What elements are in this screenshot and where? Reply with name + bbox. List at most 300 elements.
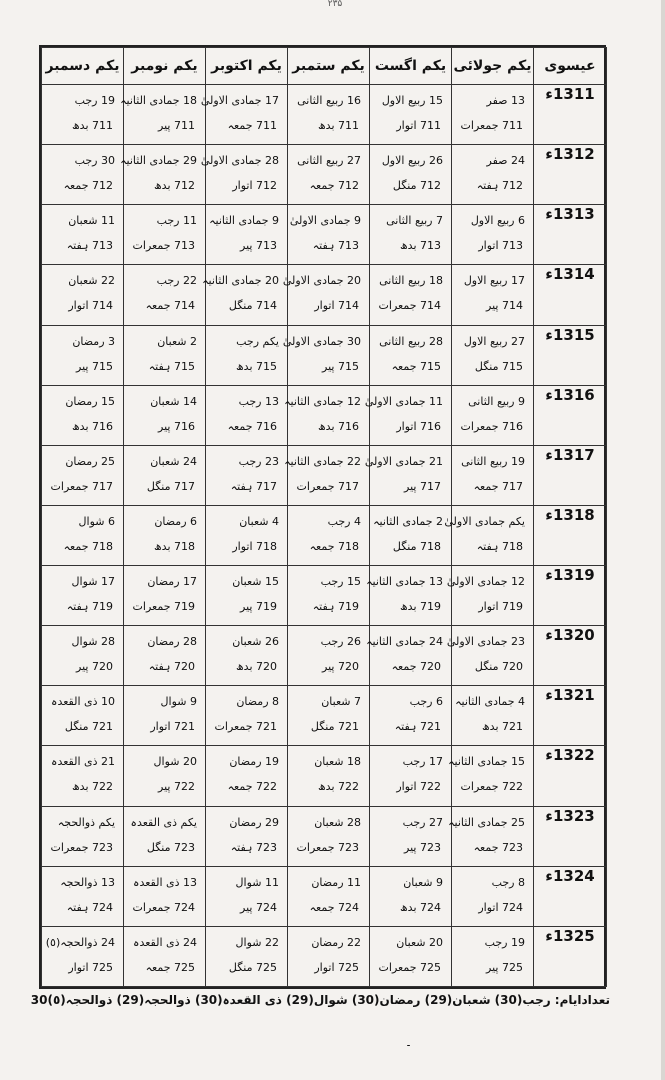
fasli-year-weekday: 715 پیر bbox=[76, 359, 113, 373]
hijri-date: 18 ربیع الثانی bbox=[379, 274, 443, 288]
date-cell-content bbox=[120, 85, 205, 144]
table-row bbox=[42, 325, 607, 385]
date-cell-content bbox=[370, 807, 451, 866]
date-cell-august bbox=[366, 566, 452, 626]
date-cell-content bbox=[124, 265, 205, 324]
hijri-date: 8 رمضان bbox=[236, 695, 279, 709]
fasli-year-weekday: 717 جمعرات bbox=[296, 479, 359, 493]
hijri-date: 21 جمادی الاولیٰ bbox=[364, 454, 443, 468]
date-cell-july bbox=[452, 866, 534, 926]
year-cell: 1311ء bbox=[534, 85, 607, 145]
date-cell-content bbox=[42, 566, 123, 625]
date-cell-september bbox=[288, 145, 370, 205]
date-cell-content bbox=[42, 85, 123, 144]
date-cell-december bbox=[42, 626, 124, 686]
table-row bbox=[42, 205, 607, 265]
date-cell-content bbox=[364, 446, 451, 505]
hijri-date: 21 ذی القعدہ bbox=[51, 755, 115, 769]
date-cell-october bbox=[200, 85, 288, 145]
date-cell-content bbox=[364, 386, 451, 445]
fasli-year-weekday: 724 ہفتہ bbox=[66, 900, 113, 914]
year-cell: 1318ء bbox=[534, 505, 607, 565]
hijri-date: 22 جمادی الثانیہ bbox=[284, 454, 361, 468]
fasli-year-weekday: 717 پیر bbox=[404, 479, 441, 493]
fasli-year-weekday: 723 پیر bbox=[404, 840, 441, 854]
date-cell-september bbox=[282, 325, 370, 385]
fasli-year-weekday: 720 جمعہ bbox=[391, 660, 441, 674]
hijri-date: 27 رجب bbox=[402, 815, 443, 829]
hijri-date: یکم رجب bbox=[236, 334, 279, 348]
fasli-year-weekday: 715 پیر bbox=[322, 359, 359, 373]
date-cell-content bbox=[42, 145, 123, 204]
date-cell-content bbox=[200, 85, 287, 144]
date-cell-september bbox=[288, 686, 370, 746]
date-cell-content bbox=[288, 867, 369, 926]
hijri-date: 4 جمادی الثانیہ bbox=[455, 695, 525, 709]
date-cell-content bbox=[206, 446, 287, 505]
date-cell-content bbox=[42, 506, 123, 565]
date-cell-october bbox=[206, 325, 288, 385]
hijri-date: 11 شوال bbox=[235, 875, 279, 889]
column-header-august: یکم اگست bbox=[370, 48, 452, 85]
hijri-date: 6 شوال bbox=[78, 514, 115, 528]
table-row bbox=[42, 746, 607, 806]
date-cell-content bbox=[206, 386, 287, 445]
date-cell-content bbox=[42, 867, 123, 926]
page-binding-edge bbox=[661, 0, 665, 1080]
date-cell-content bbox=[370, 145, 451, 204]
hijri-date: 19 ربیع الثانی bbox=[461, 454, 525, 468]
hijri-date: 18 جمادی الثانیہ bbox=[120, 94, 197, 107]
date-cell-content bbox=[206, 205, 287, 264]
date-cell-october bbox=[202, 265, 288, 325]
fasli-year-weekday: 714 جمعرات bbox=[378, 299, 441, 313]
year-cell: 1319ء bbox=[534, 566, 607, 626]
date-cell-november bbox=[124, 926, 206, 986]
hijri-date: 11 شعبان bbox=[68, 214, 115, 228]
date-cell-december bbox=[42, 265, 124, 325]
fasli-year-weekday: 725 منگل bbox=[228, 960, 277, 974]
year-cell: 1322ء bbox=[534, 746, 607, 806]
date-cell-september bbox=[288, 205, 370, 265]
date-cell-august bbox=[370, 746, 452, 806]
date-cell-content bbox=[370, 205, 451, 264]
date-cell-content bbox=[282, 326, 369, 385]
fasli-year-weekday: 724 بدھ bbox=[399, 900, 441, 914]
page-number-mark: ۲۳۵ bbox=[327, 0, 343, 9]
fasli-year-weekday: 711 پیر bbox=[158, 119, 195, 132]
date-cell-content bbox=[124, 927, 205, 986]
hijri-date: 17 رمضان bbox=[147, 575, 197, 588]
hijri-date: 17 شوال bbox=[71, 575, 115, 588]
hijri-date: 6 ربیع الاول bbox=[470, 214, 525, 228]
date-cell-september bbox=[288, 746, 370, 806]
table-row bbox=[42, 866, 607, 926]
date-cell-content bbox=[206, 746, 287, 805]
fasli-year-weekday: 722 جمعہ bbox=[227, 780, 277, 794]
date-cell-content bbox=[42, 205, 123, 264]
column-header-november: یکم نومبر bbox=[124, 48, 206, 85]
date-cell-december bbox=[42, 866, 124, 926]
fasli-year-weekday: 721 منگل bbox=[310, 720, 359, 734]
hijri-date: 24 جمادی الثانیہ bbox=[366, 635, 443, 649]
date-cell-september bbox=[288, 85, 370, 145]
date-cell-december bbox=[42, 686, 124, 746]
hijri-date: 13 ذوالحجہ bbox=[60, 875, 115, 889]
date-cell-september bbox=[284, 385, 370, 445]
fasli-year-weekday: 722 اتوار bbox=[396, 780, 441, 794]
fasli-year-weekday: 712 اتوار bbox=[232, 179, 277, 193]
fasli-year-weekday: 724 جمعرات bbox=[132, 900, 195, 914]
date-cell-august bbox=[364, 445, 452, 505]
date-cell-content bbox=[202, 265, 287, 324]
date-cell-content bbox=[452, 326, 533, 385]
date-cell-content bbox=[288, 205, 369, 264]
hijri-date: یکم ذی القعدہ bbox=[130, 815, 197, 829]
date-cell-august bbox=[370, 806, 452, 866]
date-cell-december bbox=[42, 325, 124, 385]
hijri-date: 9 جمادی الثانیہ bbox=[209, 214, 279, 228]
year-cell: 1323ء bbox=[534, 806, 607, 866]
date-cell-july bbox=[452, 926, 534, 986]
date-cell-october bbox=[206, 806, 288, 866]
date-cell-july bbox=[446, 626, 534, 686]
date-cell-october bbox=[206, 385, 288, 445]
date-cell-november bbox=[124, 806, 206, 866]
fasli-year-weekday: 719 ہفتہ bbox=[66, 600, 113, 613]
fasli-year-weekday: 715 منگل bbox=[474, 359, 523, 373]
fasli-year-weekday: 711 بدھ bbox=[317, 119, 359, 132]
hijri-date: 28 شوال bbox=[71, 635, 115, 649]
fasli-year-weekday: 725 جمعرات bbox=[378, 960, 441, 974]
date-cell-november bbox=[124, 445, 206, 505]
hijri-date: 16 ربیع الثانی bbox=[297, 94, 361, 107]
date-cell-content bbox=[288, 85, 369, 144]
date-cell-content bbox=[206, 626, 287, 685]
fasli-year-weekday: 725 جمعہ bbox=[145, 960, 195, 974]
date-cell-august bbox=[370, 325, 452, 385]
fasli-year-weekday: 719 اتوار bbox=[478, 600, 523, 613]
year-cell: 1324ء bbox=[534, 866, 607, 926]
date-cell-content bbox=[284, 386, 369, 445]
table-row bbox=[42, 566, 607, 626]
fasli-year-weekday: 712 جمعہ bbox=[63, 179, 113, 193]
fasli-year-weekday: 719 بدھ bbox=[399, 600, 441, 613]
hijri-date: 22 رمضان bbox=[311, 935, 361, 949]
fasli-year-weekday: 711 جمعہ bbox=[227, 119, 277, 132]
date-cell-july bbox=[452, 325, 534, 385]
fasli-year-weekday: 720 پیر bbox=[322, 660, 359, 674]
fasli-year-weekday: 720 ہفتہ bbox=[148, 660, 195, 674]
hijri-date: 13 ذی القعدہ bbox=[133, 875, 197, 889]
date-cell-content bbox=[452, 145, 533, 204]
fasli-year-weekday: 715 جمعہ bbox=[391, 359, 441, 373]
fasli-year-weekday: 718 منگل bbox=[392, 539, 441, 553]
date-cell-august bbox=[370, 85, 452, 145]
date-cell-august bbox=[366, 626, 452, 686]
hijri-date: 15 رمضان bbox=[65, 394, 115, 408]
column-header-year: عیسوی bbox=[534, 48, 607, 85]
fasli-year-weekday: 724 اتوار bbox=[478, 900, 523, 914]
days-count-footer: تعدادایام: رجب(30) شعبان(29) رمضان(30) شوال(29) ذی القعدہ(30) ذوالحجہ(29) ذوالحجہ(٥)30 bbox=[30, 993, 610, 1007]
fasli-year-weekday: 712 منگل bbox=[392, 179, 441, 193]
date-cell-july bbox=[448, 806, 534, 866]
fasli-year-weekday: 720 منگل bbox=[474, 660, 523, 674]
date-cell-content bbox=[366, 626, 451, 685]
fasli-year-weekday: 717 منگل bbox=[146, 479, 195, 493]
date-cell-november bbox=[120, 85, 206, 145]
hijri-date: 11 جمادی الاولیٰ bbox=[364, 394, 443, 408]
fasli-year-weekday: 722 بدھ bbox=[71, 780, 113, 794]
date-cell-september bbox=[288, 926, 370, 986]
fasli-year-weekday: 721 بدھ bbox=[481, 720, 523, 734]
fasli-year-weekday: 718 اتوار bbox=[232, 539, 277, 553]
year-cell: 1320ء bbox=[534, 626, 607, 686]
date-cell-content bbox=[370, 326, 451, 385]
date-cell-content bbox=[282, 265, 369, 324]
fasli-year-weekday: 717 ہفتہ bbox=[230, 479, 277, 493]
table-row bbox=[42, 85, 607, 145]
date-cell-august bbox=[370, 505, 452, 565]
date-cell-content bbox=[206, 867, 287, 926]
fasli-year-weekday: 723 منگل bbox=[146, 840, 195, 854]
bottom-mark: ۔ bbox=[405, 1035, 413, 1049]
date-cell-august bbox=[370, 145, 452, 205]
date-cell-content bbox=[288, 686, 369, 745]
date-cell-content bbox=[370, 927, 451, 986]
date-cell-december bbox=[42, 85, 124, 145]
date-cell-content bbox=[42, 446, 123, 505]
date-cell-august bbox=[370, 686, 452, 746]
fasli-year-weekday: 714 پیر bbox=[486, 299, 523, 313]
date-cell-content bbox=[42, 686, 123, 745]
fasli-year-weekday: 716 بدھ bbox=[71, 419, 113, 433]
date-cell-content bbox=[370, 867, 451, 926]
hijri-date: 6 رمضان bbox=[154, 514, 197, 528]
fasli-year-weekday: 723 جمعرات bbox=[296, 840, 359, 854]
header-row bbox=[42, 48, 607, 85]
fasli-year-weekday: 716 بدھ bbox=[317, 419, 359, 433]
fasli-year-weekday: 715 ہفتہ bbox=[148, 359, 195, 373]
hijri-date: 27 ربیع الاول bbox=[463, 334, 525, 348]
fasli-year-weekday: 723 جمعرات bbox=[50, 840, 113, 854]
fasli-year-weekday: 720 پیر bbox=[76, 660, 113, 674]
fasli-year-weekday: 711 اتوار bbox=[396, 119, 441, 132]
fasli-year-weekday: 716 جمعہ bbox=[227, 419, 277, 433]
fasli-year-weekday: 712 ہفتہ bbox=[476, 179, 523, 193]
fasli-year-weekday: 720 بدھ bbox=[235, 660, 277, 674]
date-cell-content bbox=[124, 446, 205, 505]
fasli-year-weekday: 713 اتوار bbox=[478, 239, 523, 253]
date-cell-content bbox=[124, 386, 205, 445]
date-cell-content bbox=[206, 807, 287, 866]
date-cell-november bbox=[124, 385, 206, 445]
date-cell-content bbox=[200, 145, 287, 204]
date-cell-november bbox=[124, 626, 206, 686]
date-cell-content bbox=[124, 205, 205, 264]
hijri-date: 22 شوال bbox=[235, 935, 279, 949]
date-cell-october bbox=[206, 205, 288, 265]
date-cell-content bbox=[42, 746, 123, 805]
date-cell-content bbox=[42, 326, 123, 385]
date-cell-august bbox=[370, 265, 452, 325]
date-cell-december bbox=[42, 205, 124, 265]
hijri-date: 24 ذی القعدہ bbox=[133, 935, 197, 949]
table-row bbox=[42, 626, 607, 686]
date-cell-content bbox=[42, 927, 123, 986]
fasli-year-weekday: 723 جمعہ bbox=[473, 840, 523, 854]
fasli-year-weekday: 714 جمعہ bbox=[145, 299, 195, 313]
date-cell-july bbox=[452, 265, 534, 325]
date-cell-content bbox=[366, 566, 451, 625]
date-cell-content bbox=[370, 265, 451, 324]
fasli-year-weekday: 725 پیر bbox=[486, 960, 523, 974]
date-cell-october bbox=[206, 505, 288, 565]
date-cell-content bbox=[288, 566, 369, 625]
date-cell-december bbox=[42, 806, 124, 866]
hijri-date: 24 صفر bbox=[486, 154, 525, 168]
hijri-date: 3 رمضان bbox=[72, 334, 115, 348]
date-cell-content bbox=[42, 265, 123, 324]
date-cell-content bbox=[288, 927, 369, 986]
date-cell-october bbox=[206, 566, 288, 626]
hijri-date: 7 شعبان bbox=[321, 695, 361, 709]
date-cell-november bbox=[124, 566, 206, 626]
hijri-date: 19 رجب bbox=[74, 94, 115, 107]
hijri-date: 18 شعبان bbox=[314, 755, 361, 769]
date-cell-october bbox=[206, 746, 288, 806]
date-cell-september bbox=[288, 866, 370, 926]
fasli-year-weekday: 721 منگل bbox=[64, 720, 113, 734]
fasli-year-weekday: 712 بدھ bbox=[153, 179, 195, 193]
hijri-date: 23 جمادی الاولیٰ bbox=[446, 635, 525, 649]
date-cell-november bbox=[124, 686, 206, 746]
date-cell-content bbox=[284, 446, 369, 505]
hijri-date: 13 جمادی الثانیہ bbox=[366, 575, 443, 588]
fasli-year-weekday: 713 پیر bbox=[240, 239, 277, 253]
fasli-year-weekday: 717 جمعہ bbox=[473, 479, 523, 493]
hijri-date: 26 شعبان bbox=[232, 635, 279, 649]
date-cell-july bbox=[448, 746, 534, 806]
date-cell-november bbox=[124, 205, 206, 265]
hijri-date: 4 شعبان bbox=[239, 514, 279, 528]
date-cell-content bbox=[206, 566, 287, 625]
date-cell-content bbox=[124, 867, 205, 926]
hijri-date: 30 رجب bbox=[74, 154, 115, 168]
hijri-date: 28 رمضان bbox=[147, 635, 197, 649]
column-header-december: یکم دسمبر bbox=[42, 48, 124, 85]
date-cell-july bbox=[446, 566, 534, 626]
hijri-date: 17 رجب bbox=[402, 755, 443, 769]
hijri-date: 27 ربیع الثانی bbox=[297, 154, 361, 168]
date-cell-december bbox=[42, 566, 124, 626]
hijri-date: 7 ربیع الثانی bbox=[386, 214, 443, 228]
date-cell-december bbox=[42, 746, 124, 806]
date-cell-content bbox=[370, 506, 451, 565]
date-cell-content bbox=[452, 927, 533, 986]
date-cell-content bbox=[42, 386, 123, 445]
date-cell-august bbox=[370, 205, 452, 265]
hijri-date: 11 رمضان bbox=[311, 875, 361, 889]
date-cell-content bbox=[446, 626, 533, 685]
table-row bbox=[42, 686, 607, 746]
table-row bbox=[42, 385, 607, 445]
hijri-date: 28 شعبان bbox=[314, 815, 361, 829]
hijri-date: 12 جمادی الثانیہ bbox=[284, 394, 361, 408]
year-cell: 1315ء bbox=[534, 325, 607, 385]
date-cell-december bbox=[42, 385, 124, 445]
fasli-year-weekday: 721 جمعرات bbox=[214, 720, 277, 734]
hijri-date: 15 جمادی الثانیہ bbox=[448, 755, 525, 769]
fasli-year-weekday: 718 بدھ bbox=[153, 539, 195, 553]
date-cell-content bbox=[288, 626, 369, 685]
date-cell-content bbox=[446, 566, 533, 625]
date-cell-december bbox=[42, 445, 124, 505]
date-cell-september bbox=[288, 566, 370, 626]
hijri-date: 29 جمادی الثانیہ bbox=[120, 154, 197, 168]
date-cell-november bbox=[124, 746, 206, 806]
hijri-date: 9 شوال bbox=[160, 695, 197, 709]
hijri-date: یکم جمادی الاولیٰ bbox=[444, 514, 525, 528]
fasli-year-weekday: 713 جمعرات bbox=[132, 239, 195, 253]
date-cell-october bbox=[200, 145, 288, 205]
hijri-date: 9 ربیع الثانی bbox=[468, 394, 525, 408]
date-cell-july bbox=[452, 205, 534, 265]
fasli-year-weekday: 716 اتوار bbox=[396, 419, 441, 433]
date-cell-october bbox=[206, 926, 288, 986]
hijri-date: 6 رجب bbox=[409, 695, 443, 709]
hijri-date: 30 جمادی الاولیٰ bbox=[282, 334, 361, 348]
year-cell: 1321ء bbox=[534, 686, 607, 746]
hijri-date: 15 شعبان bbox=[232, 575, 279, 588]
date-cell-december bbox=[42, 926, 124, 986]
date-cell-november bbox=[124, 265, 206, 325]
date-cell-october bbox=[206, 866, 288, 926]
column-header-july: یکم جولائی bbox=[452, 48, 534, 85]
date-cell-content bbox=[288, 807, 369, 866]
hijri-date: 19 رمضان bbox=[229, 755, 279, 769]
date-cell-content bbox=[370, 85, 451, 144]
fasli-year-weekday: 719 پیر bbox=[240, 600, 277, 613]
fasli-year-weekday: 715 بدھ bbox=[235, 359, 277, 373]
date-cell-november bbox=[120, 145, 206, 205]
date-cell-september bbox=[288, 626, 370, 686]
calendar-table bbox=[41, 47, 607, 987]
date-cell-december bbox=[42, 145, 124, 205]
hijri-date: 25 جمادی الثانیہ bbox=[448, 815, 525, 829]
fasli-year-weekday: 722 بدھ bbox=[317, 780, 359, 794]
hijri-date: 22 رجب bbox=[156, 274, 197, 288]
hijri-date: 10 ذی القعدہ bbox=[51, 695, 115, 709]
fasli-year-weekday: 713 ہفتہ bbox=[66, 239, 113, 253]
hijri-date: 12 جمادی الاولیٰ bbox=[446, 575, 525, 588]
date-cell-content bbox=[448, 746, 533, 805]
fasli-year-weekday: 721 ہفتہ bbox=[394, 720, 441, 734]
hijri-date: 20 شعبان bbox=[396, 935, 443, 949]
date-cell-content bbox=[206, 506, 287, 565]
date-cell-content bbox=[452, 265, 533, 324]
date-cell-july bbox=[452, 385, 534, 445]
hijri-date: 4 رجب bbox=[327, 514, 361, 528]
hijri-date: 13 رجب bbox=[238, 394, 279, 408]
fasli-year-weekday: 719 جمعرات bbox=[132, 600, 195, 613]
year-cell: 1325ء bbox=[534, 926, 607, 986]
date-cell-content bbox=[452, 446, 533, 505]
hijri-date: 25 رمضان bbox=[65, 454, 115, 468]
date-cell-content bbox=[452, 686, 533, 745]
fasli-year-weekday: 712 جمعہ bbox=[309, 179, 359, 193]
hijri-date: 28 جمادی الاولیٰ bbox=[200, 154, 279, 168]
